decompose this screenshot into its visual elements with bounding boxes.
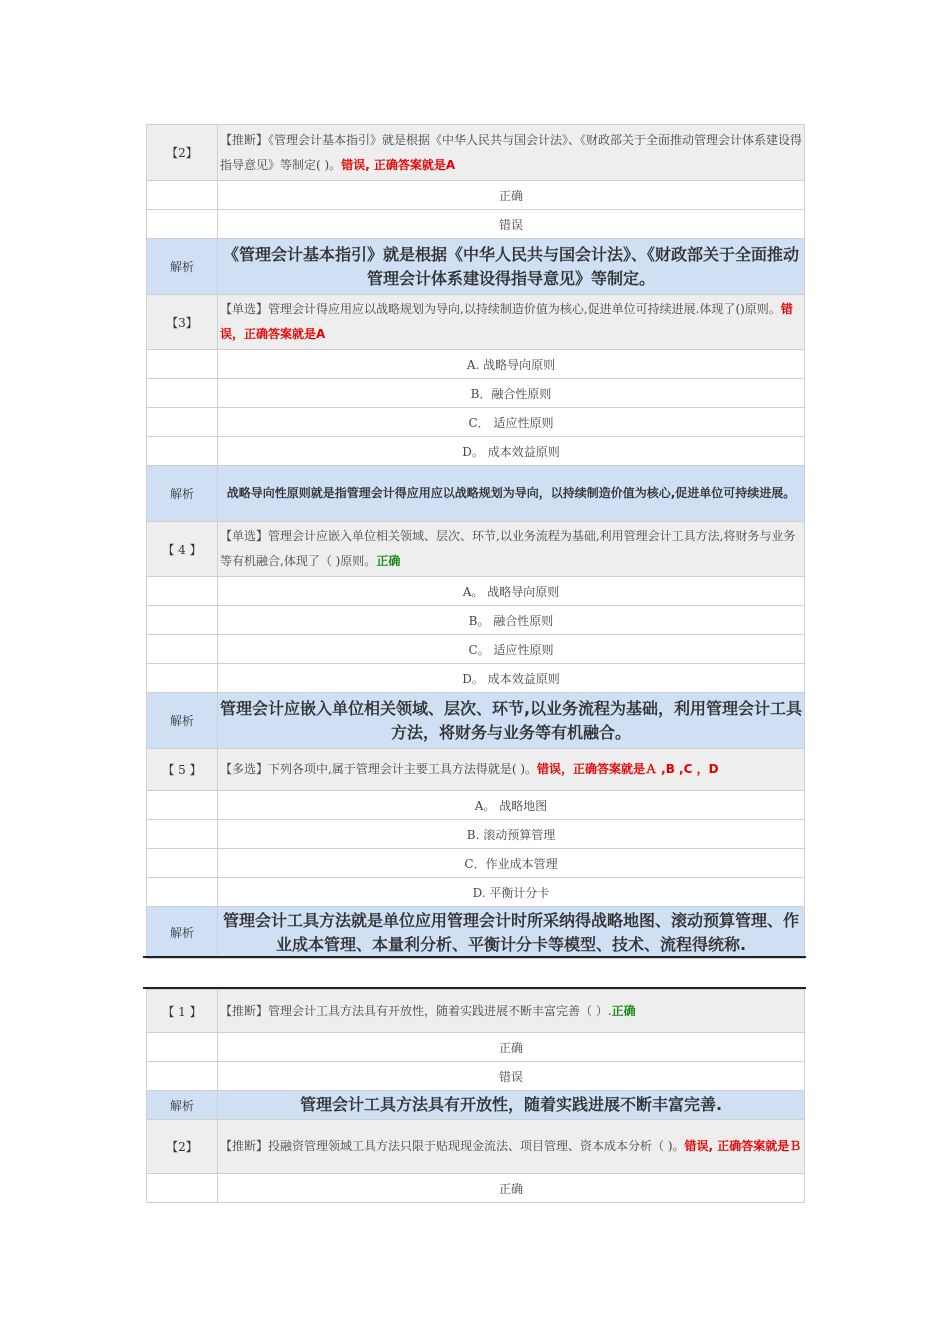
answer-status: 正确 (376, 554, 401, 568)
analysis-row (147, 1091, 805, 1120)
question-row (147, 749, 805, 791)
question-text: 【单选】管理会计得应用应以战略规划为导向,以持续制造价值为核心,促进单位可持续进展.体现了()原则。错误，正确答案就是A (218, 295, 805, 350)
option-label[interactable]: C。 适应性原则 (218, 635, 805, 664)
analysis-label: 解析 (147, 693, 218, 749)
option-label[interactable]: D。 成本效益原则 (218, 664, 805, 693)
analysis-text: 管理会计应嵌入单位相关领域、层次、环节,以业务流程为基础，利用管理会计工具方法，将财务与业务等有机融合。 (218, 693, 805, 749)
option-row[interactable] (147, 379, 805, 408)
option-label[interactable]: D. 平衡计分卡 (218, 878, 805, 907)
analysis-row (147, 239, 805, 295)
option-label[interactable]: A。 战略导向原则 (218, 577, 805, 606)
option-label[interactable]: D。 成本效益原则 (218, 437, 805, 466)
option-label[interactable]: B. 滚动预算管理 (218, 820, 805, 849)
question-table-1 (146, 124, 805, 959)
analysis-label: 解析 (147, 907, 218, 959)
analysis-row (147, 693, 805, 749)
question-text: 【单选】管理会计应嵌入单位相关领域、层次、环节,以业务流程为基础,利用管理会计工具方法,将财务与业务等有机融合,体现了（ )原则。正确 (218, 522, 805, 577)
option-label[interactable]: B。 融合性原则 (218, 606, 805, 635)
option-row[interactable] (147, 181, 805, 210)
analysis-text: 管理会计工具方法就是单位应用管理会计时所采纳得战略地图、滚动预算管理、作业成本管理、本量利分析、平衡计分卡等模型、技术、流程得统称. (218, 907, 805, 959)
option-row[interactable] (147, 664, 805, 693)
option-label[interactable]: C． 适应性原则 (218, 408, 805, 437)
option-label[interactable]: 错误 (218, 210, 805, 239)
analysis-label: 解析 (147, 239, 218, 295)
option-row[interactable] (147, 1062, 805, 1091)
option-row[interactable] (147, 437, 805, 466)
question-text: 【推断】《管理会计基本指引》就是根据《中华人民共与国会计法》、《财政部关于全面推动管理会计体系建设得指导意见》等制定( )。错误, 正确答案就是A (218, 125, 805, 181)
analysis-text: 管理会计工具方法具有开放性，随着实践进展不断丰富完善. (218, 1091, 805, 1120)
question-text: 【多选】下列各项中,属于管理会计主要工具方法得就是( )。错误，正确答案就是Ａ ,B ,C ，D (218, 749, 805, 791)
option-row[interactable] (147, 210, 805, 239)
answer-status: 正确 (611, 1003, 636, 1018)
question-text: 【推断】管理会计工具方法具有开放性，随着实践进展不断丰富完善（ ）.正确 (218, 990, 805, 1033)
question-row (147, 125, 805, 181)
question-number: 【3】 (147, 295, 218, 350)
option-label[interactable]: C．作业成本管理 (218, 849, 805, 878)
analysis-text: 《管理会计基本指引》就是根据《中华人民共与国会计法》、《财政部关于全面推动管理会计体系建设得指导意见》等制定。 (218, 239, 805, 295)
question-number: 【 4 】 (147, 522, 218, 577)
option-row[interactable] (147, 878, 805, 907)
analysis-label: 解析 (147, 1091, 218, 1120)
analysis-text: 战略导向性原则就是指管理会计得应用应以战略规划为导向，以持续制造价值为核心,促进单位可持续进展。 (218, 466, 805, 522)
analysis-row (147, 466, 805, 522)
option-row[interactable] (147, 577, 805, 606)
option-row[interactable] (147, 791, 805, 820)
question-number: 【2】 (147, 125, 218, 181)
question-table-2 (146, 989, 805, 1203)
question-row (147, 295, 805, 350)
option-row[interactable] (147, 1174, 805, 1203)
question-number: 【 5 】 (147, 749, 218, 791)
option-label[interactable]: 正确 (218, 1174, 805, 1203)
question-number: 【 1 】 (147, 990, 218, 1033)
question-row (147, 1120, 805, 1174)
answer-status: 错误, 正确答案就是Ｂ (684, 1139, 802, 1153)
question-text: 【推断】投融资管理领域工具方法只限于贴现现金流法、项目管理、资本成本分析（ )。错误, 正确答案就是Ｂ (218, 1120, 805, 1174)
option-row[interactable] (147, 820, 805, 849)
option-label[interactable]: B．融合性原则 (218, 379, 805, 408)
answer-status: 错误，正确答案就是A (220, 302, 793, 341)
option-row[interactable] (147, 408, 805, 437)
option-row[interactable] (147, 635, 805, 664)
option-row[interactable] (147, 849, 805, 878)
option-label[interactable]: 正确 (218, 181, 805, 210)
option-row[interactable] (147, 1033, 805, 1062)
analysis-row (147, 907, 805, 959)
option-row[interactable] (147, 606, 805, 635)
question-row (147, 990, 805, 1033)
question-number: 【2】 (147, 1120, 218, 1174)
option-label[interactable]: 错误 (218, 1062, 805, 1091)
section-divider (143, 956, 806, 958)
option-label[interactable]: 正确 (218, 1033, 805, 1062)
question-row (147, 522, 805, 577)
answer-status: 错误, 正确答案就是A (341, 157, 456, 172)
option-label[interactable]: A。 战略地图 (218, 791, 805, 820)
option-row[interactable] (147, 350, 805, 379)
option-label[interactable]: A. 战略导向原则 (218, 350, 805, 379)
answer-status: 错误，正确答案就是Ａ ,B ,C ，D (537, 762, 719, 776)
analysis-label: 解析 (147, 466, 218, 522)
